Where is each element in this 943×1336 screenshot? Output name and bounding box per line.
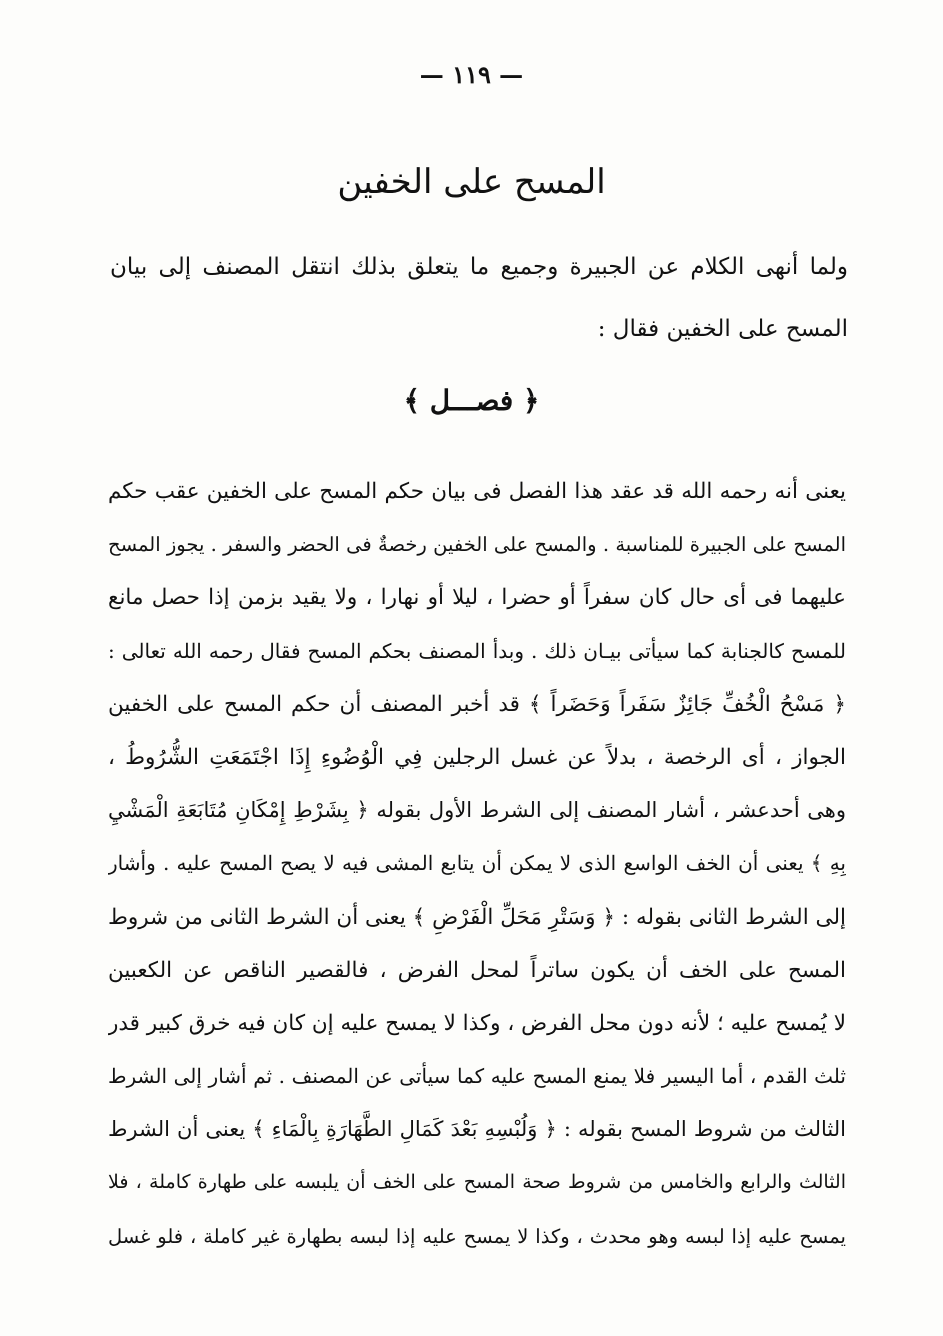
intro-paragraph: ولما أنهى الكلام عن الجبيرة وجميع ما يتعلق بذلك انتقل المصنف إلى بيان المسح على الخفين فقال :: [110, 254, 848, 342]
body-line: يمسح عليه إذا لبسه وهو محدث ، وكذا لا يمسح عليه إذا لبسه بطهارة غير كاملة ، فلو غسل: [108, 1224, 846, 1248]
body-line: المسح على الجبيرة للمناسبة . والمسح على الخفين رخصةٌ فى الحضر والسفر . يجوز المسح: [108, 533, 846, 557]
body-line: ﴿ مَسْحُ الْخُفِّ جَائِزٌ سَفَراً وَحَضَراً ﴾ قد أخبر المصنف أن حكم المسح على الخفين: [108, 691, 846, 717]
body-line: بِهِ ﴾ يعنى أن الخف الواسع الذى لا يمكن أن يتابع المشى فيه لا يصح المسح عليه . وأشار: [108, 851, 846, 876]
chapter-title: المسح على الخفين: [337, 162, 606, 202]
body-line: الثالث من شروط المسح بقوله : ﴿ وَلُبْسِهِ بَعْدَ كَمَالِ الطَّهَارَةِ بِالْمَاءِ ﴾ يعنى أن الشرط: [108, 1117, 846, 1142]
body-line: للمسح كالجنابة كما سيأتى بيـان ذلك . وبدأ المصنف بحكم المسح فقال رحمه الله تعالى :: [108, 638, 846, 663]
body-line: إلى الشرط الثانى بقوله : ﴿ وَسَتْرِ مَحَلِّ الْفَرْضِ ﴾ يعنى أن الشرط الثانى من شروط: [108, 904, 846, 930]
page-number: — ١١٩ —: [419, 60, 524, 89]
body-line: المسح على الخف أن يكون ساتراً لمحل الفرض ، فالقصير الناقص عن الكعبين: [108, 957, 846, 983]
body-line: ثلث القدم ، أما اليسير فلا يمنع المسح عليه كما سيأتى عن المصنف . ثم أشار إلى الشرط: [108, 1064, 846, 1089]
body-line: يعنى أنه رحمه الله قد عقد هذا الفصل فى بيان حكم المسح على الخفين عقب حكم: [108, 479, 846, 504]
body-line: الجواز ، أى الرخصة ، بدلاً عن غسل الرجلين فِي الْوُضُوءِ إِذَا اجْتَمَعَتِ الشُّرُوطُ ،: [108, 744, 846, 770]
section-heading: ﴿ فصـــل ﴾: [403, 384, 540, 417]
body-line: وهى أحدعشر ، أشار المصنف إلى الشرط الأول بقوله ﴿ بِشَرْطِ إِمْكَانِ مُتَابَعَةِ الْمَشْيِ: [108, 798, 846, 823]
body-line: لا يُمسح عليه ؛ لأنه دون محل الفرض ، وكذا لا يمسح عليه إن كان فيه خرق كبير قدر: [108, 1010, 846, 1036]
body-line: عليهما فى أى حال كان سفراً أو حضرا ، ليلا أو نهارا ، ولا يقيد بزمن إذا حصل مانع: [108, 585, 846, 611]
body-paragraph: [108, 465, 846, 1285]
body-line: الثالث والرابع والخامس من شروط صحة المسح على الخف أن يلبسه على طهارة كاملة ، فلا: [108, 1171, 846, 1194]
